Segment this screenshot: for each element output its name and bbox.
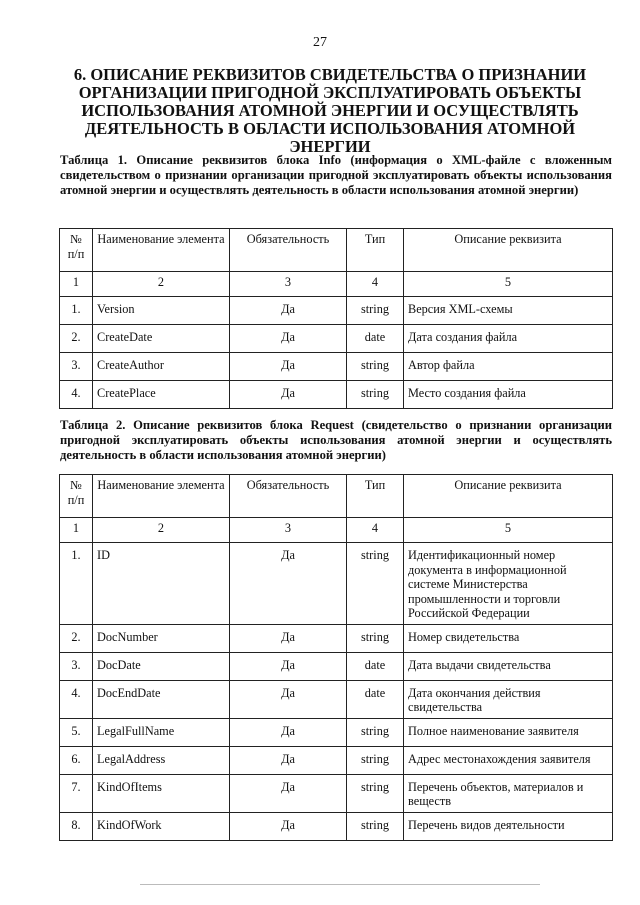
table-row	[60, 543, 613, 625]
table-cell: Наименование элемента	[93, 475, 230, 518]
table-row	[60, 718, 613, 746]
table-cell: Да	[230, 746, 347, 774]
table-cell: KindOfItems	[93, 774, 230, 812]
table-cell: Да	[230, 774, 347, 812]
table-cell: Тип	[347, 229, 404, 272]
table-cell: Да	[230, 652, 347, 680]
table-cell: 2.	[60, 325, 93, 353]
table-cell: Дата окончания действия свидетельства	[404, 680, 613, 718]
table-cell: string	[347, 353, 404, 381]
table-cell: 5	[404, 518, 613, 543]
table-cell: Обязательность	[230, 229, 347, 272]
table-cell: 8.	[60, 812, 93, 840]
table-cell: № п/п	[60, 475, 93, 518]
table-cell: 1.	[60, 297, 93, 325]
table-header-row	[60, 475, 613, 518]
table-cell: string	[347, 746, 404, 774]
table-cell: DocNumber	[93, 624, 230, 652]
table-cell: 1	[60, 518, 93, 543]
table-cell: 6.	[60, 746, 93, 774]
table-cell: 3	[230, 272, 347, 297]
table-cell: CreatePlace	[93, 381, 230, 409]
table-cell: Дата выдачи свидетельства	[404, 652, 613, 680]
table-cell: string	[347, 718, 404, 746]
table-cell: Описание реквизита	[404, 229, 613, 272]
table2-caption: Таблица 2. Описание реквизитов блока Request (свидетельство о признании организации пригодной эксплуатировать объекты использования атомной энергии и осуществлять деятельность в области использования атомной энергии)	[60, 418, 612, 462]
column-number-row	[60, 518, 613, 543]
table-cell: Да	[230, 297, 347, 325]
column-number-row	[60, 272, 613, 297]
table-row	[60, 774, 613, 812]
table-cell: CreateDate	[93, 325, 230, 353]
table-cell: 4	[347, 518, 404, 543]
table-cell: Да	[230, 718, 347, 746]
table-cell: 2.	[60, 624, 93, 652]
table-cell: Дата создания файла	[404, 325, 613, 353]
table-cell: Обязательность	[230, 475, 347, 518]
table-cell: 3	[230, 518, 347, 543]
table-cell: 3.	[60, 353, 93, 381]
table-cell: Адрес местонахождения заявителя	[404, 746, 613, 774]
table-cell: Перечень объектов, материалов и веществ	[404, 774, 613, 812]
table-cell: LegalAddress	[93, 746, 230, 774]
table1-caption: Таблица 1. Описание реквизитов блока Info (информация о XML-файле с вложенным свидетельством о признании организации пригодной эксплуатировать объекты использования атомной энергии и осуществлять деятельность в области использования атомной энергии)	[60, 153, 612, 197]
table-row	[60, 812, 613, 840]
table-cell: Описание реквизита	[404, 475, 613, 518]
table-cell: string	[347, 812, 404, 840]
table-row	[60, 680, 613, 718]
table-row	[60, 624, 613, 652]
table-cell: Версия XML-схемы	[404, 297, 613, 325]
table-cell: Да	[230, 812, 347, 840]
table-cell: Да	[230, 325, 347, 353]
table2-request-block	[59, 474, 613, 841]
table-cell: Да	[230, 353, 347, 381]
table-cell: 3.	[60, 652, 93, 680]
table-cell: Полное наименование заявителя	[404, 718, 613, 746]
table-cell: Тип	[347, 475, 404, 518]
table-cell: 5	[404, 272, 613, 297]
page-number: 27	[313, 35, 327, 50]
table-cell: DocEndDate	[93, 680, 230, 718]
table-cell: string	[347, 297, 404, 325]
table-cell: Перечень видов деятельности	[404, 812, 613, 840]
table-cell: DocDate	[93, 652, 230, 680]
section-title: 6. ОПИСАНИЕ РЕКВИЗИТОВ СВИДЕТЕЛЬСТВА О ПРИЗНАНИИ ОРГАНИЗАЦИИ ПРИГОДНОЙ ЭКСПЛУАТИРОВАТЬ ОБЪЕКТЫ ИСПОЛЬЗОВАНИЯ АТОМНОЙ ЭНЕРГИИ И ОСУЩЕСТВЛЯТЬ ДЕЯТЕЛЬНОСТЬ В ОБЛАСТИ ИСПОЛЬЗОВАНИЯ АТОМНОЙ ЭНЕРГИИ	[73, 65, 587, 156]
table-row	[60, 652, 613, 680]
table-cell: date	[347, 680, 404, 718]
table-cell: 1.	[60, 543, 93, 625]
table-row	[60, 381, 613, 409]
scan-edge-line	[140, 884, 540, 885]
table-cell: CreateAuthor	[93, 353, 230, 381]
table1-info-block	[59, 228, 613, 409]
table-cell: 4.	[60, 680, 93, 718]
table-cell: 5.	[60, 718, 93, 746]
table-row	[60, 297, 613, 325]
table-cell: date	[347, 652, 404, 680]
table-cell: LegalFullName	[93, 718, 230, 746]
table-cell: string	[347, 543, 404, 625]
table-cell: string	[347, 774, 404, 812]
table-cell: Номер свидетельства	[404, 624, 613, 652]
table-cell: Место создания файла	[404, 381, 613, 409]
table-cell: № п/п	[60, 229, 93, 272]
table-cell: Наименование элемента	[93, 229, 230, 272]
table-row	[60, 746, 613, 774]
table-cell: Да	[230, 624, 347, 652]
table-cell: Да	[230, 680, 347, 718]
table-cell: 1	[60, 272, 93, 297]
table-cell: Идентификационный номер документа в информационной системе Министерства промышленности и торговли Российской Федерации	[404, 543, 613, 625]
table-cell: 4	[347, 272, 404, 297]
table-cell: KindOfWork	[93, 812, 230, 840]
table-cell: Да	[230, 543, 347, 625]
table-cell: date	[347, 325, 404, 353]
table-cell: Да	[230, 381, 347, 409]
table-row	[60, 353, 613, 381]
table-cell: Автор файла	[404, 353, 613, 381]
table-cell: ID	[93, 543, 230, 625]
table-cell: 2	[93, 272, 230, 297]
table-cell: 4.	[60, 381, 93, 409]
table-cell: 2	[93, 518, 230, 543]
table-header-row	[60, 229, 613, 272]
table-cell: string	[347, 381, 404, 409]
table-cell: 7.	[60, 774, 93, 812]
table-cell: Version	[93, 297, 230, 325]
table-cell: string	[347, 624, 404, 652]
table-row	[60, 325, 613, 353]
